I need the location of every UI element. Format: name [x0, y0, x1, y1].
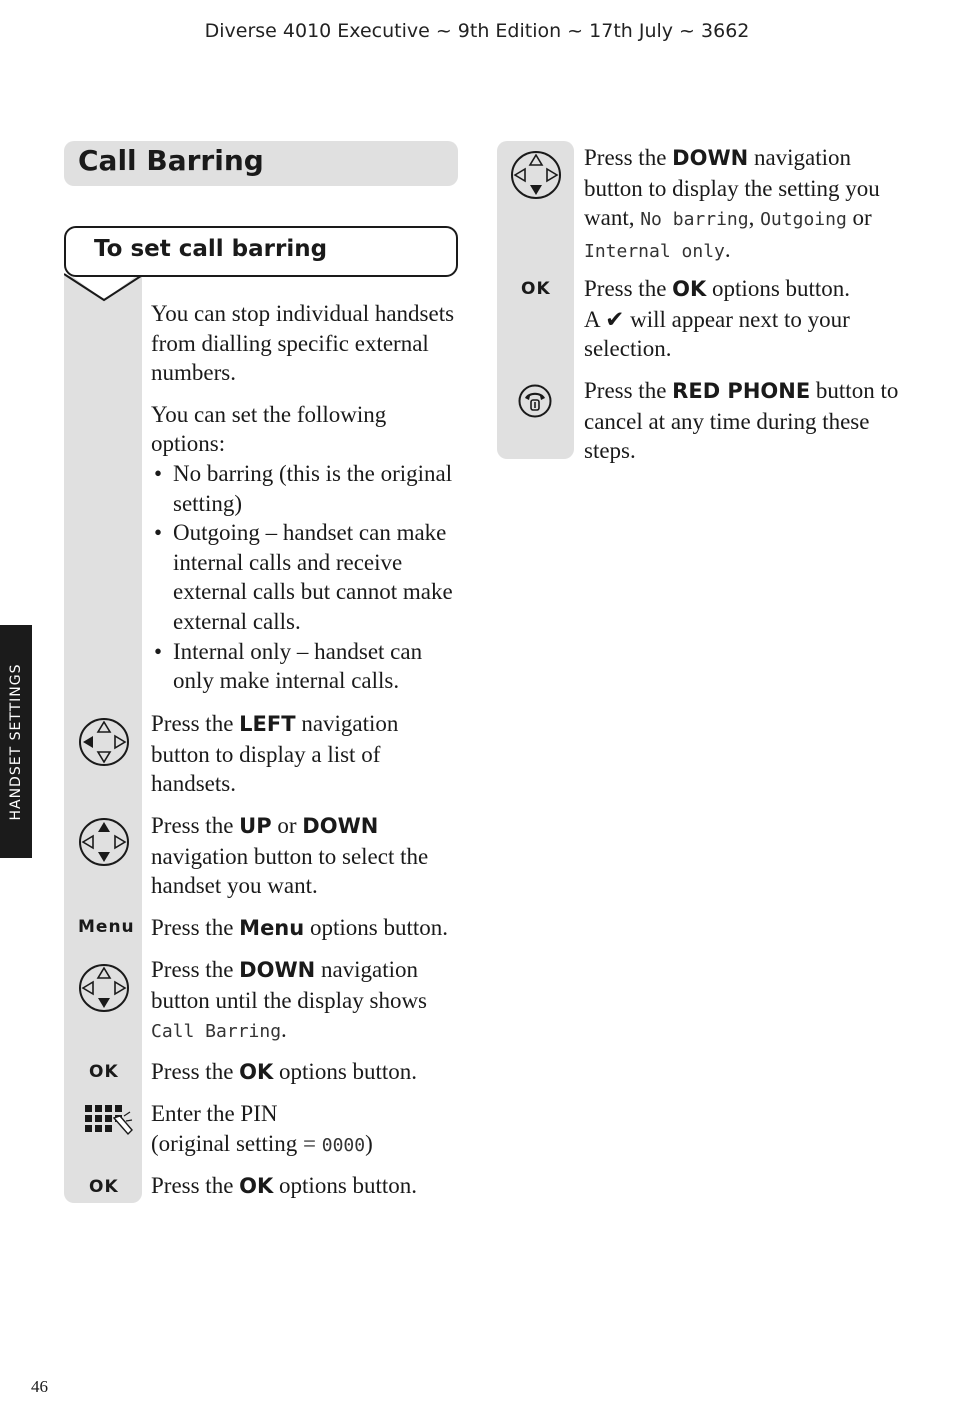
- subtitle-box: [64, 226, 458, 277]
- step-text: Press the: [151, 711, 240, 736]
- step-text-line: [151, 1129, 456, 1161]
- page-header: Diverse 4010 Executive ~ 9th Edition ~ 17th July ~ 3662: [204, 20, 750, 42]
- step-text: Press the: [584, 276, 673, 301]
- step-menu: [151, 913, 456, 944]
- ok-button-icon: OK: [89, 1062, 119, 1082]
- display-text: No barring: [640, 209, 749, 231]
- option-item: • Internal only – handset can only make internal calls.: [151, 637, 456, 696]
- ok-button-icon: OK: [89, 1177, 119, 1197]
- nav-down-icon: [510, 150, 562, 200]
- step-text: Enter the PIN: [151, 1101, 278, 1126]
- key-name: UP: [239, 814, 272, 838]
- key-name: OK: [239, 1060, 274, 1084]
- title-bar: [64, 141, 458, 186]
- step-text: Press the: [151, 957, 240, 982]
- page-number: 46: [31, 1377, 48, 1396]
- ok-button-icon: OK: [521, 279, 551, 299]
- nav-left-icon: [78, 717, 130, 767]
- step-text: or: [271, 813, 303, 838]
- option-item: • No barring (this is the original setting): [151, 459, 456, 518]
- step-ok: [151, 1057, 456, 1088]
- step-text: ,: [748, 205, 761, 231]
- step-select-setting: [584, 143, 914, 266]
- keypad-icon: [84, 1104, 136, 1138]
- red-phone-icon: [518, 384, 552, 418]
- key-name: OK: [672, 277, 707, 301]
- key-name: DOWN: [302, 814, 379, 838]
- step-left: [151, 709, 456, 799]
- options-list: [151, 459, 456, 696]
- page-title: Call Barring: [78, 144, 264, 177]
- step-text: Press the: [151, 1059, 240, 1084]
- step-text: Press the: [151, 915, 240, 940]
- step-text: options button.: [273, 1173, 418, 1198]
- step-cancel: [584, 376, 904, 466]
- key-name: DOWN: [239, 958, 316, 982]
- display-text: Internal only: [584, 240, 725, 262]
- step-text: ): [365, 1130, 373, 1156]
- step-text: .: [724, 236, 731, 262]
- step-text: Press the: [151, 813, 240, 838]
- nav-down-icon: [78, 963, 130, 1013]
- step-text-line: [584, 274, 904, 305]
- section-side-tab: [0, 625, 32, 858]
- step-text: or: [846, 205, 872, 231]
- step-text: navigation button to display the setting you want,: [584, 145, 880, 231]
- section-subtitle: To set call barring: [94, 236, 328, 262]
- step-down-display: [151, 955, 456, 1047]
- key-name: LEFT: [239, 712, 296, 736]
- step-text: button to cancel at any time during these steps.: [584, 378, 899, 464]
- key-name: Menu: [239, 916, 305, 940]
- display-text: 0000: [321, 1134, 366, 1156]
- side-tab-label: HANDSET SETTINGS: [8, 662, 24, 821]
- option-item: • Outgoing – handset can make internal calls and receive external calls but cannot make external calls.: [151, 518, 456, 636]
- step-text: (original setting =: [151, 1130, 322, 1156]
- step-text: navigation button to display a list of handsets.: [151, 711, 399, 797]
- step-ok-final: [151, 1171, 456, 1202]
- display-text: Outgoing: [760, 209, 847, 231]
- step-text: A ✔ will appear next to your selection.: [584, 306, 850, 362]
- key-name: RED PHONE: [672, 379, 811, 403]
- nav-up-down-icon: [78, 817, 130, 867]
- step-text: options button.: [304, 915, 448, 940]
- key-name: OK: [239, 1174, 274, 1198]
- step-text: options button.: [273, 1059, 418, 1084]
- intro-block: [151, 299, 456, 696]
- step-up-down: [151, 811, 456, 901]
- step-text: .: [281, 1017, 287, 1043]
- intro-paragraph-1: You can stop individual handsets from dialling specific external numbers.: [151, 301, 455, 386]
- display-text: Call Barring: [151, 1021, 282, 1043]
- step-text: navigation button to select the handset you want.: [151, 843, 429, 899]
- step-enter-pin: [151, 1099, 456, 1160]
- step-confirm-setting: [584, 274, 904, 364]
- step-text: Press the: [151, 1173, 240, 1198]
- step-text: options button.: [706, 276, 851, 301]
- step-text: Press the: [584, 145, 673, 170]
- step-text: Press the: [584, 378, 673, 403]
- step-text: navigation button until the display shows: [151, 957, 427, 1013]
- menu-button-icon: Menu: [78, 917, 135, 937]
- intro-paragraph-2: You can set the following options:: [151, 401, 387, 457]
- key-name: DOWN: [672, 146, 749, 170]
